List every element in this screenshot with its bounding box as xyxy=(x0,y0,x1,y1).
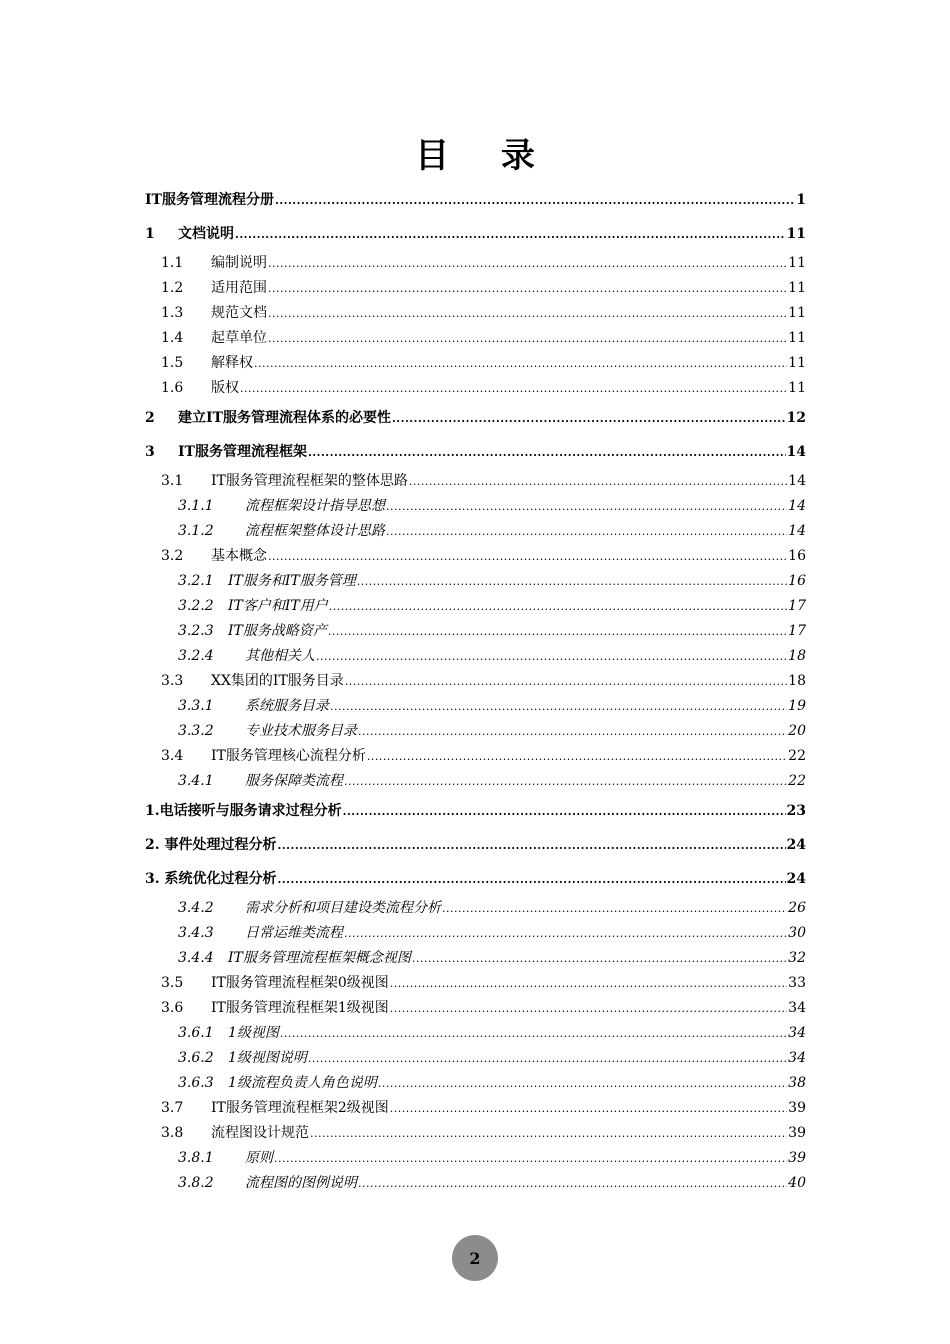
toc-leader-dots xyxy=(275,184,795,218)
toc-entry-page: 12 xyxy=(786,410,806,426)
toc-entry-number: 3 xyxy=(145,444,155,460)
toc-entry-page: 20 xyxy=(788,723,806,739)
toc-entry-page: 24 xyxy=(786,837,806,853)
toc-entry[interactable] xyxy=(145,896,806,921)
toc-leader-dots xyxy=(268,544,787,569)
toc-leader-dots xyxy=(386,494,787,519)
toc-leader-dots xyxy=(240,376,787,401)
toc-entry[interactable] xyxy=(145,828,806,862)
toc-entry[interactable] xyxy=(145,594,806,619)
toc-entry-title: IT服务管理流程框架的整体思路 xyxy=(211,473,408,489)
toc-entry-title: 服务保障类流程 xyxy=(245,773,343,789)
toc-entry[interactable] xyxy=(145,1046,806,1071)
toc-entry[interactable] xyxy=(145,217,806,251)
toc-leader-dots xyxy=(280,1021,787,1046)
toc-entry-title: 适用范围 xyxy=(211,280,267,296)
toc-entry-number: 3.4 xyxy=(161,748,184,764)
toc-entry[interactable] xyxy=(145,251,806,276)
toc-entry-number: 3.3.2 xyxy=(178,723,214,739)
toc-entry-title: 流程图设计规范 xyxy=(211,1125,309,1141)
toc-leader-dots xyxy=(386,519,787,544)
toc-leader-dots xyxy=(367,744,787,769)
toc-entry-page: 26 xyxy=(788,900,806,916)
toc-entry-number: 3.1.1 xyxy=(178,498,214,514)
toc-entry-number: 3.8 xyxy=(161,1125,184,1141)
toc-entry-page: 23 xyxy=(786,803,806,819)
toc-entry-title: IT服务管理流程框架0级视图 xyxy=(211,975,389,991)
toc-entry-title: 建立IT服务管理流程体系的必要性 xyxy=(178,410,391,426)
toc-entry[interactable] xyxy=(145,1021,806,1046)
toc-entry[interactable] xyxy=(145,469,806,494)
toc-entry-title: 需求分析和项目建设类流程分析 xyxy=(245,900,441,916)
toc-entry-number: 1.4 xyxy=(161,330,184,346)
toc-entry[interactable] xyxy=(145,1121,806,1146)
toc-leader-dots xyxy=(442,896,787,921)
toc-entry[interactable] xyxy=(145,794,806,828)
toc-entry-number: 3.2 xyxy=(161,548,184,564)
toc-leader-dots xyxy=(358,719,787,744)
toc-entry-page: 34 xyxy=(788,1000,806,1016)
toc-entry[interactable] xyxy=(145,971,806,996)
toc-entry-page: 39 xyxy=(788,1150,806,1166)
toc-entry-page: 1 xyxy=(796,192,806,208)
toc-leader-dots xyxy=(392,402,786,436)
toc-leader-dots xyxy=(274,1146,787,1171)
toc-entry-title: IT服务和IT服务管理 xyxy=(228,573,356,589)
toc-entry[interactable] xyxy=(145,494,806,519)
toc-entry-page: 24 xyxy=(786,871,806,887)
toc-entry-title: 日常运维类流程 xyxy=(245,925,343,941)
toc-entry-number: 3.6.1 xyxy=(178,1025,214,1041)
toc-leader-dots xyxy=(310,1121,787,1146)
toc-entry-page: 22 xyxy=(788,773,806,789)
toc-entry-title: 规范文档 xyxy=(211,305,267,321)
toc-leader-dots xyxy=(268,276,787,301)
toc-entry-number: 3.1.2 xyxy=(178,523,214,539)
toc-entry[interactable] xyxy=(145,401,806,435)
toc-entry-number: 3.6 xyxy=(161,1000,184,1016)
toc-entry-title: 专业技术服务目录 xyxy=(245,723,357,739)
toc-entry-title: IT服务管理流程框架2级视图 xyxy=(211,1100,389,1116)
toc-entry-page: 17 xyxy=(788,598,806,614)
toc-leader-dots xyxy=(278,829,786,863)
toc-leader-dots xyxy=(268,326,787,351)
toc-entry-page: 14 xyxy=(788,473,806,489)
toc-entry-number: 1.1 xyxy=(161,255,184,271)
toc-entry-page: 39 xyxy=(788,1125,806,1141)
toc-entry-title: IT服务战略资产 xyxy=(228,623,327,639)
toc-entry-number: 3.4.1 xyxy=(178,773,214,789)
toc-entry-page: 16 xyxy=(788,548,806,564)
page-number-badge: 2 xyxy=(452,1235,498,1281)
toc-leader-dots xyxy=(278,863,786,897)
toc-entry[interactable] xyxy=(145,1171,806,1196)
toc-entry[interactable] xyxy=(145,326,806,351)
toc-entry-page: 18 xyxy=(788,673,806,689)
toc-entry[interactable] xyxy=(145,301,806,326)
toc-entry-number: 3.1 xyxy=(161,473,184,489)
toc-entry-title: IT服务管理核心流程分析 xyxy=(211,748,366,764)
toc-entry-number: 3.4.3 xyxy=(178,925,214,941)
toc-leader-dots xyxy=(390,1096,787,1121)
toc-leader-dots xyxy=(235,218,786,252)
toc-entry-title: 1级视图说明 xyxy=(228,1050,307,1066)
toc-entry-number: 1.2 xyxy=(161,280,184,296)
toc-entry-page: 11 xyxy=(788,355,806,371)
toc-entry-page: 14 xyxy=(788,498,806,514)
toc-leader-dots xyxy=(358,1171,787,1196)
toc-entry-number: 3.5 xyxy=(161,975,184,991)
toc-leader-dots xyxy=(268,251,787,276)
toc-entry-title: IT服务管理流程框架概念视图 xyxy=(228,950,411,966)
toc-leader-dots xyxy=(254,351,787,376)
toc-entry-title: 解释权 xyxy=(211,355,253,371)
toc-entry-title: 系统服务目录 xyxy=(245,698,329,714)
toc-entry[interactable] xyxy=(145,544,806,569)
toc-title: 目 录 xyxy=(415,136,555,176)
toc-entry-page: 16 xyxy=(788,573,806,589)
toc-entry-page: 19 xyxy=(788,698,806,714)
toc-leader-dots xyxy=(344,769,787,794)
toc-leader-dots xyxy=(378,1071,787,1096)
toc-entry-number: 1.5 xyxy=(161,355,184,371)
toc-entry[interactable] xyxy=(145,921,806,946)
toc-entry[interactable] xyxy=(145,351,806,376)
toc-entry-number: 3.2.3 xyxy=(178,623,214,639)
toc-entry-number: 3.4.2 xyxy=(178,900,214,916)
toc-entry-page: 40 xyxy=(788,1175,806,1191)
toc-entry-number: 3.6.2 xyxy=(178,1050,214,1066)
toc-entry-title: XX集团的IT服务目录 xyxy=(211,673,344,689)
toc-entry[interactable] xyxy=(145,619,806,644)
toc-leader-dots xyxy=(390,971,787,996)
toc-entry-number: 3.2.4 xyxy=(178,648,214,664)
toc-entry-number: 1.6 xyxy=(161,380,184,396)
toc-entry-title: 文档说明 xyxy=(178,226,234,242)
toc-entry-title: IT客户和IT用户 xyxy=(228,598,328,614)
toc-entry-title: 版权 xyxy=(211,380,239,396)
toc-entry[interactable] xyxy=(145,183,806,217)
toc-entry-page: 14 xyxy=(786,444,806,460)
toc-entry-page: 11 xyxy=(788,280,806,296)
toc-entry-number: 3.3 xyxy=(161,673,184,689)
toc-entry-title: 编制说明 xyxy=(211,255,267,271)
toc-leader-dots xyxy=(344,921,787,946)
toc-entry-title: IT服务管理流程分册 xyxy=(145,192,274,208)
toc-entry-page: 14 xyxy=(788,523,806,539)
toc-entry-title: IT服务管理流程框架 xyxy=(178,444,307,460)
toc-entry-page: 11 xyxy=(788,305,806,321)
toc-entry-title: 基本概念 xyxy=(211,548,267,564)
toc-entry[interactable] xyxy=(145,276,806,301)
toc-entry[interactable] xyxy=(145,519,806,544)
toc-entry-page: 33 xyxy=(788,975,806,991)
toc-entry-page: 17 xyxy=(788,623,806,639)
toc-entry-title: IT服务管理流程框架1级视图 xyxy=(211,1000,389,1016)
toc-leader-dots xyxy=(409,469,787,494)
toc-entry[interactable] xyxy=(145,996,806,1021)
toc-entry[interactable] xyxy=(145,569,806,594)
toc-entry-number: 3.8.1 xyxy=(178,1150,214,1166)
toc-entry-title: 1.电话接听与服务请求过程分析 xyxy=(145,803,342,819)
toc-leader-dots xyxy=(330,694,787,719)
toc-leader-dots xyxy=(343,795,786,829)
toc-entry-page: 18 xyxy=(788,648,806,664)
toc-entry-title: 1级视图 xyxy=(228,1025,279,1041)
toc-entry-title: 流程框架整体设计思路 xyxy=(245,523,385,539)
toc-entry-number: 3.3.1 xyxy=(178,698,214,714)
toc-entry-number: 3.4.4 xyxy=(178,950,214,966)
toc-entry-number: 1 xyxy=(145,226,155,242)
toc-leader-dots xyxy=(308,1046,787,1071)
toc-entry-title: 起草单位 xyxy=(211,330,267,346)
toc-leader-dots xyxy=(268,301,787,326)
toc-entry-number: 3.7 xyxy=(161,1100,184,1116)
toc-entry[interactable] xyxy=(145,946,806,971)
toc-entry-number: 3.6.3 xyxy=(178,1075,214,1091)
toc-entry-page: 11 xyxy=(788,380,806,396)
toc-entry[interactable] xyxy=(145,719,806,744)
toc-entry-title: 其他相关人 xyxy=(245,648,315,664)
toc-entry[interactable] xyxy=(145,1096,806,1121)
toc-entry-number: 1.3 xyxy=(161,305,184,321)
toc-leader-dots xyxy=(316,644,787,669)
toc-entry[interactable] xyxy=(145,669,806,694)
toc-entry-title: 流程图的图例说明 xyxy=(245,1175,357,1191)
toc-entry-page: 11 xyxy=(786,226,806,242)
toc-entry-page: 11 xyxy=(788,330,806,346)
table-of-contents xyxy=(145,183,806,1196)
toc-entry[interactable] xyxy=(145,862,806,896)
toc-leader-dots xyxy=(345,669,787,694)
toc-leader-dots xyxy=(412,946,787,971)
toc-entry[interactable] xyxy=(145,744,806,769)
toc-leader-dots xyxy=(328,619,787,644)
toc-entry-title: 3. 系统优化过程分析 xyxy=(145,871,277,887)
toc-entry-page: 32 xyxy=(788,950,806,966)
toc-entry[interactable] xyxy=(145,694,806,719)
toc-entry-title: 1级流程负责人角色说明 xyxy=(228,1075,377,1091)
toc-entry-page: 39 xyxy=(788,1100,806,1116)
toc-entry[interactable] xyxy=(145,769,806,794)
toc-entry-number: 3.2.2 xyxy=(178,598,214,614)
toc-entry[interactable] xyxy=(145,1146,806,1171)
toc-entry[interactable] xyxy=(145,435,806,469)
toc-entry[interactable] xyxy=(145,1071,806,1096)
toc-entry-page: 38 xyxy=(788,1075,806,1091)
toc-entry-title: 原则 xyxy=(245,1150,273,1166)
toc-leader-dots xyxy=(308,436,786,470)
toc-entry-page: 11 xyxy=(788,255,806,271)
toc-entry-page: 34 xyxy=(788,1050,806,1066)
toc-entry-title: 流程框架设计指导思想 xyxy=(245,498,385,514)
toc-entry-page: 22 xyxy=(788,748,806,764)
toc-leader-dots xyxy=(329,594,787,619)
toc-entry-number: 3.2.1 xyxy=(178,573,214,589)
toc-entry-title: 2. 事件处理过程分析 xyxy=(145,837,277,853)
toc-leader-dots xyxy=(357,569,787,594)
toc-entry[interactable] xyxy=(145,376,806,401)
toc-entry[interactable] xyxy=(145,644,806,669)
toc-leader-dots xyxy=(390,996,787,1021)
toc-entry-page: 30 xyxy=(788,925,806,941)
toc-entry-number: 3.8.2 xyxy=(178,1175,214,1191)
toc-entry-number: 2 xyxy=(145,410,155,426)
toc-entry-page: 34 xyxy=(788,1025,806,1041)
